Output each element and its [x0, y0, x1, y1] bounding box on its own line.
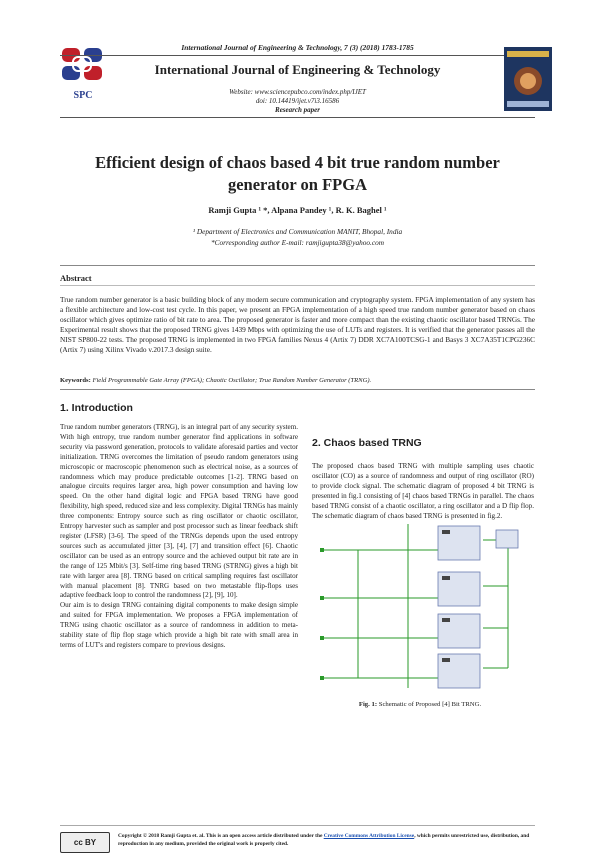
abstract-heading: Abstract — [60, 273, 92, 283]
paper-authors: Ramji Gupta ¹ *, Alpana Pandey ¹, R. K. Baghel ¹ — [208, 205, 387, 215]
abstract-heading-rule — [60, 285, 535, 286]
introduction-paragraph-1: True random number generators (TRNG), is an integral part of any security system. With high entropy, true random number generator find applications in software security via password generation, protocols to validate aforesaid parties and vector initialization. TRNG overcomes the limitation of pseudo random generators using microscopic or macroscopic phenomenon such as electrical noise, as a sources of randomness which may produce predictable outcomes [1-2]. TRNG based on analogue circuits requires larger area, high power consumption and having low speed. On the other hand digital logic and FPGA based TRNG have good flexibility, high speed, reduced size and less complexity. Digital TRNGs has mainly three components: Entropy source such as ring oscillator or chaotic oscillator, Entropy harvester such as sampler and post processor such as linear feedback shift register (LFSR) [3-6]. The speed of the TRNGs depends upon the used entropy sources such as accumulated jitter [3], [4], [7] and transition effect [6]. Chaotic oscillator can be used as an entropy source and the achieved output bit rate are in the range of 125 Mbit/s [3]. Self-time ring based TRNG (STRNG) gives a high bit rate with larger area [8]. TRNG based on critical sampling requires fast oscillator with manual placement [8]. TNRG based on two metastable flip-flops uses adaptive feedback loop to control the randomness [2], [9], 10]. — [60, 423, 298, 600]
header-divider — [60, 55, 535, 56]
copyright-text-end: , which permits unrestricted use, distribution, and reproduction in any medium, provided the original work is properly cited. — [118, 833, 530, 847]
publisher-logo-text: SPC — [73, 90, 93, 101]
abstract-top-rule — [60, 265, 535, 266]
cc-by-icon: cc BY — [73, 838, 97, 847]
corresponding-author: *Corresponding author E-mail: ramjigupta38@yahoo.com — [210, 238, 385, 247]
journal-cover-image — [504, 47, 552, 111]
article-type: Research paper — [275, 106, 320, 114]
figure-1-caption — [300, 701, 540, 708]
cc-license-badge[interactable] — [60, 832, 110, 853]
figure-caption-label: Fig. 1: — [358, 701, 378, 708]
abstract-bottom-rule — [60, 389, 535, 390]
figure-1-schematic — [318, 520, 528, 690]
cc-license-link[interactable]: Creative Commons Attribution License — [323, 833, 415, 839]
author-affiliation: ¹ Department of Electronics and Communication MANIT, Bhopal, India — [192, 227, 403, 236]
chaos-body — [312, 462, 534, 521]
keywords-text: Field Programmable Gate Array (FPGA); Chaotic Oscillator; True Random Number Generator (TRNG). — [92, 377, 372, 384]
article-doi[interactable]: doi: 10.14419/ijet.v7i3.16586 — [255, 97, 340, 105]
abstract-text: True random number generator is a basic building block of any modern secure communication and cryptography system. FPGA implementation of any system has a flexible architecture and low-cost test cycle. In this paper, we present an FPGA implementation of a high speed true random number generator based on chaos oscillator which gives optimize ratio of bit rate to area. The proposed generator is faster and more compact than the existing chaotic oscillator based TRNGs. The Experimental result shows that the proposed TRNG gives 1439 Mbps with optimizing the use of LUTs and registers. It is verified that the generator passes all the NIST SP800-22 tests. The proposed TRNG is implemented in two FPGA families Nexus 4 (Artix 7) DDR XC7A100TCSG-1 and Basys 3 XC7A35T1CPG236C (Artix 7) using Xilinx Vivado v.2017.3 design suite. — [60, 295, 535, 354]
journal-citation: International Journal of Engineering & Technology, 7 (3) (2018) 1783-1785 — [181, 43, 414, 52]
keywords-label: Keywords — [60, 377, 89, 384]
cover-art-icon — [504, 47, 552, 111]
section-introduction-heading: 1. Introduction — [60, 402, 133, 414]
header-bottom-divider — [60, 117, 535, 118]
trng-schematic-image — [318, 520, 528, 690]
introduction-paragraph-2: Our aim is to design TRNG containing digital components to make design simple and suited for FPGA implementation. We proposes a FPGA implementation of TRNG using chaotic oscillator as a source of randomness in addition to meta-stability state of flip flop stage which provide a high bit rate with small area in terms of LUT's and registers compare to previous designs. — [60, 601, 298, 649]
introduction-body — [60, 423, 298, 651]
section-chaos-heading: 2. Chaos based TRNG — [312, 437, 422, 449]
paper-title: Efficient design of chaos based 4 bit true random number generator on FPGA — [95, 153, 500, 194]
copyright-text-start: Copyright © 2018 Ramji Gupta et. al. This is an open access article distributed under the — [118, 833, 324, 839]
journal-title: International Journal of Engineering & Technology — [154, 62, 441, 77]
figure-caption-text: Schematic of Proposed [4] Bit TRNG. — [378, 701, 482, 708]
footer-rule — [60, 825, 535, 826]
chaos-paragraph-1: The proposed chaos based TRNG with multiple sampling uses chaotic oscillator (CO) as a source of randomness and output of ring oscillator (RO) to provide clock signal. The schematic diagram of proposed 4 bit TRNG is presented in fig.1 consisting of [4] chaos based TRNGs in parallel. The chaos based TRNG consist of a chaotic oscillator, a ring oscillator and a D flip flop. The schematic diagram of chaos based TRNG is presented in fig.2. — [312, 462, 534, 520]
copyright-notice — [118, 832, 536, 848]
journal-website[interactable]: Website: www.sciencepubco.com/index.php/IJET — [229, 88, 366, 96]
keywords-line: Keywords: Field Programmable Gate Array (FPGA); Chaotic Oscillator; True Random Number Generator (TRNG). — [60, 377, 372, 384]
